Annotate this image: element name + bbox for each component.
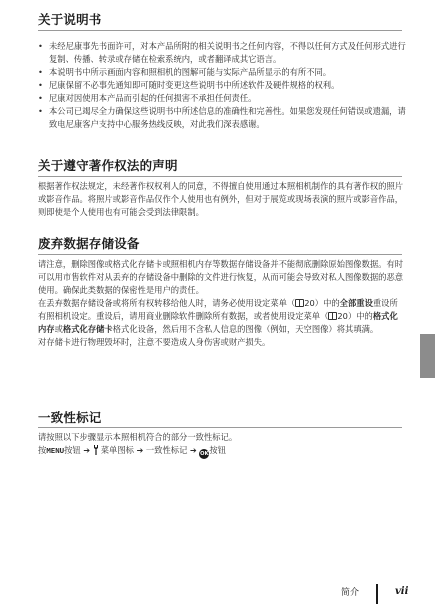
copyright-paragraph: 根据著作权法规定，未经著作权权利人的同意，不得擅自使用通过本照相机制作的具有著作权的照片或影音作品。将照片或影音作品仅作个人使用也有例外，但对于展览或现场表演的照片或影音作品，则即使是个人使用也有可能会受到法律限制。: [38, 181, 404, 217]
section-title-copyright: 关于遵守著作权法的声明: [38, 158, 178, 173]
section-divider: [38, 427, 402, 428]
list-item: • 尼康对因使用本产品而引起的任何损害不承担任何责任。: [38, 92, 406, 105]
disposal-paragraph-3: 对存储卡进行物理毁坏时，注意不要造成人身伤害或财产损失。: [38, 337, 271, 347]
wrench-icon: [93, 445, 101, 455]
footer-divider: [376, 584, 378, 604]
chapter-thumb-tab: [420, 334, 435, 378]
section-divider: [38, 176, 402, 177]
list-item: • 本说明书中所示画面内容和照相机的图解可能与实际产品所显示的有所不同。: [38, 66, 406, 79]
disposal-paragraph-2: 在丢弃数据存储设备或将所有权转移给他人时，请务必使用设定菜单（ 20）中的全部重设重设所有照相机设定。重设后，请用商业删除软件删除所有数据，或者使用设定菜单（ 20）中的格式化内存或格式化存储卡格式化设备，然后用不含私人信息的图像（例如，天空图像）将其填满。: [38, 298, 398, 334]
list-item: • 本公司已竭尽全力确保这些说明书中所述信息的准确性和完善性。如果您发现任何错误或遗漏，请致电尼康客户支持中心服务热线反映，对此我们深表感谢。: [38, 105, 406, 131]
list-item: • 未经尼康事先书面许可，对本产品所附的相关说明书之任何内容，不得以任何方式及任何形式进行复制、传播、转录或存储在检索系统内，或者翻译成其它语言。: [38, 40, 406, 66]
about-manual-list: [38, 40, 406, 131]
copyright-body: [38, 180, 406, 219]
conformity-line-1: 请按照以下步骤显示本照相机符合的部分一致性标记。: [38, 432, 238, 442]
arrow-right-icon: ➔: [83, 446, 91, 455]
format-memory-term: 格式化内存: [38, 311, 398, 334]
ok-button-icon: OK: [200, 451, 209, 457]
footer-section-label: 简介: [341, 588, 360, 598]
reset-all-term: 全部重设: [339, 298, 373, 308]
manual-page-ref-icon: [295, 299, 304, 307]
page-number: vii: [395, 586, 409, 597]
manual-page-ref-icon: [328, 312, 337, 320]
list-item: • 尼康保留不必事先通知即可随时变更这些说明书中所述软件及硬件规格的权利。: [38, 79, 406, 92]
arrow-right-icon: ➔: [136, 446, 144, 455]
section-title-disposal: 废弃数据存储设备: [38, 236, 140, 251]
format-card-term: 格式化存储卡: [62, 324, 113, 334]
menu-key-label: MENU: [46, 446, 65, 455]
disposal-paragraph-1: 请注意，删除图像或格式化存储卡或照相机内存等数据存储设备并不能彻底删除原始图像数据。有时可以用市售软件对从丢弃的存储设备中删除的文件进行恢复，从而可能会导致对私人图像数据的恶意使用。确保此类数据的保密性是用户的责任。: [38, 259, 404, 295]
arrow-right-icon: ➔: [190, 446, 197, 455]
section-title-about-manual: 关于说明书: [38, 12, 102, 27]
conformity-line-2: 按MENU按钮 ➔ 菜单图标 ➔ 一致性标记 ➔ OK按钮: [38, 445, 226, 457]
section-title-conformity: 一致性标记: [38, 410, 102, 425]
section-divider: [38, 254, 402, 255]
section-divider: [38, 30, 402, 31]
disposal-body: [38, 258, 406, 349]
conformity-body: [38, 431, 406, 459]
